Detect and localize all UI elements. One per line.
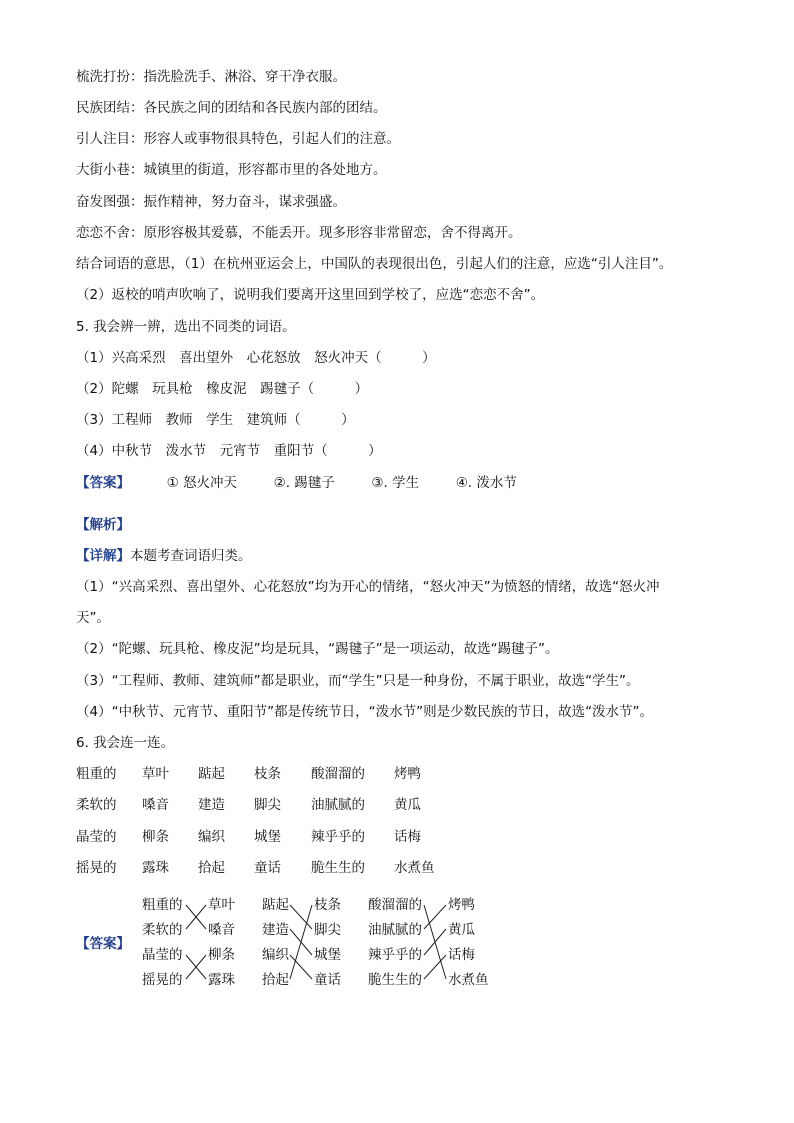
grid-word: 晶莹的: [76, 829, 117, 845]
answer-marker: ④.: [455, 475, 473, 491]
definition-line: 梳洗打扮：指洗脸洗手、淋浴、穿干净衣服。: [76, 69, 346, 85]
answer-word: 水煮鱼: [448, 972, 489, 988]
grid-word: 草叶: [142, 766, 169, 782]
grid-word: 烤鸭: [394, 766, 421, 782]
grid-word: 黄瓜: [394, 797, 421, 813]
answer-value: 学生: [392, 475, 420, 491]
answer-word: 烤鸭: [448, 897, 475, 913]
grid-word: 编织: [198, 829, 225, 845]
answer-word: 枝条: [314, 897, 341, 913]
answer-word: 酸溜溜的: [368, 897, 422, 913]
answer-word: 草叶: [208, 897, 235, 913]
grid-word: 脚尖: [254, 797, 281, 813]
answer-word: 摇晃的: [142, 972, 183, 988]
answer-tag: 【答案】: [76, 936, 130, 952]
match-line: [424, 929, 446, 955]
answer-word: 油腻腻的: [368, 922, 422, 938]
question-5-item: （4）中秋节 泼水节 元宵节 重阳节（ ）: [76, 443, 382, 459]
answer-value: 怒火冲天: [183, 475, 237, 491]
answer-tag: 【答案】: [76, 475, 130, 491]
question-5-item: （1）兴高采烈 喜出望外 心花怒放 怒火冲天（ ）: [76, 350, 436, 366]
detail-tag: 【详解】: [76, 548, 130, 564]
definition-line: 恋恋不舍：原形容极其爱慕，不能丢开。现多形容非常留恋，舍不得离开。: [76, 225, 522, 241]
definition-line: 引人注目：形容人或事物很具特色，引起人们的注意。: [76, 131, 400, 147]
answer-word: 嗓音: [208, 922, 235, 938]
detail-intro: 本题考查词语归类。: [130, 548, 252, 564]
grid-word: 城堡: [254, 829, 281, 845]
grid-word: 粗重的: [76, 766, 117, 782]
answer-word: 脆生生的: [368, 972, 422, 988]
grid-word: 拾起: [198, 860, 225, 876]
explanation-line: （3）“工程师、教师、建筑师”都是职业，而“学生”只是一种身份，不属于职业，故选“学生”。: [76, 673, 640, 689]
answer-explanation-line: （2）返校的哨声吹响了，说明我们要离开这里回到学校了，应选“恋恋不舍”。: [76, 287, 545, 303]
answer-marker: ①: [166, 475, 179, 491]
answer-word: 脚尖: [314, 922, 341, 938]
explanation-line: 天”。: [76, 610, 110, 626]
grid-word: 露珠: [142, 860, 169, 876]
grid-word: 水煮鱼: [394, 860, 435, 876]
grid-word: 脆生生的: [311, 860, 365, 876]
answer-word: 晶莹的: [142, 947, 183, 963]
grid-word: 摇晃的: [76, 860, 117, 876]
answer-word: 童话: [314, 972, 341, 988]
answer-word: 露珠: [208, 972, 235, 988]
grid-word: 柔软的: [76, 797, 117, 813]
explanation-line: （2）“陀螺、玩具枪、橡皮泥”均是玩具，“踢毽子”是一项运动，故选“踢毽子”。: [76, 641, 559, 657]
question-6-title: 6. 我会连一连。: [76, 735, 175, 751]
answer-word: 建造: [262, 922, 289, 938]
grid-word: 童话: [254, 860, 281, 876]
answer-word: 黄瓜: [448, 922, 475, 938]
answer-word: 粗重的: [142, 897, 183, 913]
answer-word: 辣乎乎的: [368, 947, 422, 963]
answer-word: 城堡: [314, 947, 341, 963]
match-line: [290, 905, 312, 979]
answer-word: 踮起: [262, 897, 289, 913]
grid-word: 柳条: [142, 829, 169, 845]
answer-word: 话梅: [448, 947, 475, 963]
explanation-line: （4）“中秋节、元宵节、重阳节”都是传统节日，“泼水节”则是少数民族的节日，故选“泼水节”。: [76, 704, 654, 720]
answer-value: 泼水节: [476, 475, 517, 491]
question-5-item: （2）陀螺 玩具枪 橡皮泥 踢毽子（ ）: [76, 381, 369, 397]
question-5-title: 5. 我会辨一辨，选出不同类的词语。: [76, 319, 296, 335]
answer-word: 柔软的: [142, 922, 183, 938]
answer-marker: ③.: [371, 475, 388, 491]
analysis-tag: 【解析】: [76, 517, 130, 533]
explanation-line: （1）“兴高采烈、喜出望外、心花怒放”均为开心的情绪，“怒火冲天”为愤怒的情绪，故选“怒火冲: [76, 579, 660, 595]
grid-word: 枝条: [254, 766, 281, 782]
definition-line: 大街小巷：城镇里的街道，形容都市里的各处地方。: [76, 162, 387, 178]
answer-explanation-line: 结合词语的意思，（1）在杭州亚运会上，中国队的表现很出色，引起人们的注意，应选“引人注目”。: [76, 256, 673, 272]
grid-word: 辣乎乎的: [311, 829, 365, 845]
grid-word: 建造: [198, 797, 225, 813]
answer-word: 柳条: [208, 947, 235, 963]
answer-word: 编织: [262, 947, 289, 963]
answer-value: 踢毽子: [294, 475, 335, 491]
grid-word: 嗓音: [142, 797, 169, 813]
answer-word: 拾起: [262, 972, 289, 988]
question-5-item: （3）工程师 教师 学生 建筑师（ ）: [76, 412, 355, 428]
definition-line: 民族团结：各民族之间的团结和各民族内部的团结。: [76, 100, 387, 116]
grid-word: 话梅: [394, 829, 421, 845]
grid-word: 油腻腻的: [311, 797, 365, 813]
answer-marker: ②.: [273, 475, 290, 491]
grid-word: 酸溜溜的: [311, 766, 365, 782]
definition-line: 奋发图强：振作精神，努力奋斗，谋求强盛。: [76, 194, 346, 210]
grid-word: 踮起: [198, 766, 225, 782]
